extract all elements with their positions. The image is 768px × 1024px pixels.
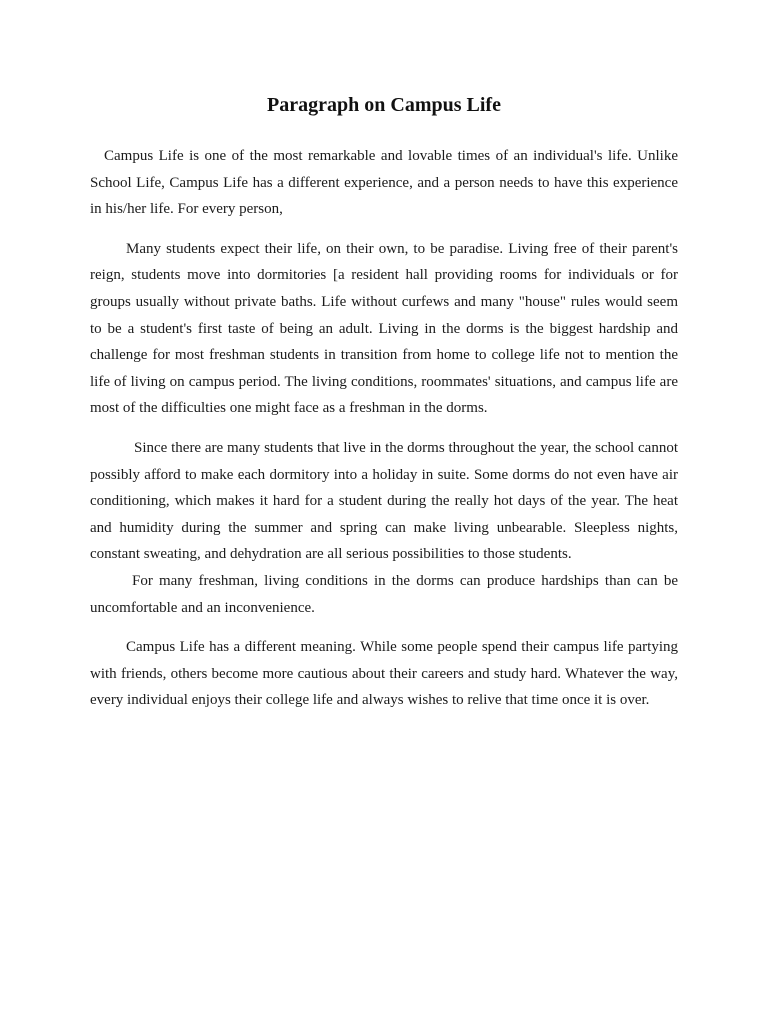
document-body — [90, 143, 678, 714]
paragraph-freshman-hardships: For many freshman, living conditions in the dorms can produce hardships than can be uncomfortable and an inconvenience. — [90, 572, 678, 616]
paragraph-conclusion: Campus Life has a different meaning. While some people spend their campus life partying with friends, others become more cautious about their careers and study hard. Whatever the way, every individual enjoys their college life and always wishes to relive that time once it is over. — [90, 639, 678, 709]
paragraph-dorm-expectations: Many students expect their life, on their own, to be paradise. Living free of their parent's reign, students move into dormitories [a resident hall providing rooms for individuals or for groups usually without private baths. Life without curfews and many "house" rules would seem to be a student's first taste of being an adult. Living in the dorms is the biggest hardship and challenge for most freshman students in transition from home to college life not to mention the life of living on campus period. The living conditions, roommates' situations, and campus life are most of the difficulties one might face as a freshman in the dorms. — [90, 240, 678, 417]
document-title: Paragraph on Campus Life — [267, 94, 501, 116]
paragraph-dorm-conditions: Since there are many students that live in the dorms throughout the year, the school cannot possibly afford to make each dormitory into a holiday in suite. Some dorms do not even have air conditioning, which makes it hard for a student during the really hot days of the year. The heat and humidity during the summer and spring can make living unbearable. Sleepless nights, constant sweating, and dehydration are all serious possibilities to those students. — [90, 439, 678, 563]
paragraph-intro: Campus Life is one of the most remarkable and lovable times of an individual's life. Unlike School Life, Campus Life has a different experience, and a person needs to have this experience in his/her life. For every person, — [90, 148, 678, 218]
